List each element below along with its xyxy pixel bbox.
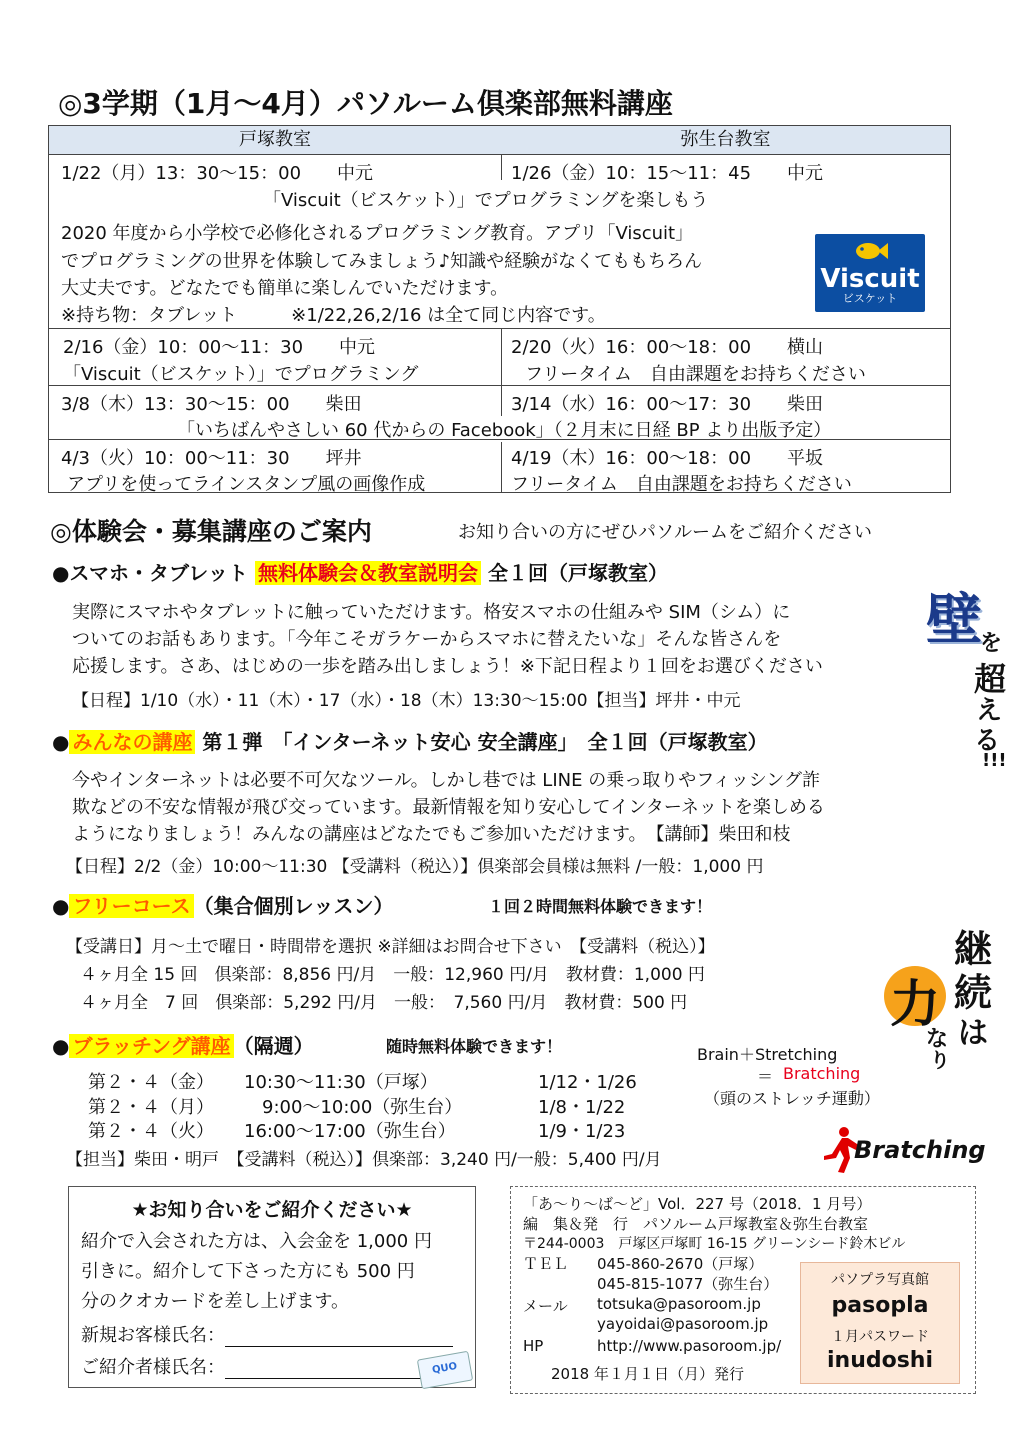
- course4-bullet: ●: [52, 1034, 70, 1058]
- wall-char-3: 超: [974, 660, 1007, 698]
- course1-highlight: 無料体験会＆教室説明会: [255, 561, 481, 585]
- wall-char: 壁: [926, 588, 982, 653]
- course3-note: １回２時間無料体験できます！: [488, 897, 713, 916]
- new-customer-label: 新規お客様氏名：: [81, 1325, 225, 1346]
- course2-body-3: ようになりましょう！みんなの講座はどなたでもご参加いただけます。 【講師】柴田和枝: [72, 824, 791, 845]
- pw-label: １月パスワード: [831, 1329, 929, 1345]
- quo-card-text: QUO: [431, 1360, 459, 1377]
- viscuit-logo-text: Viscuit: [820, 264, 920, 294]
- course3-line1: 【受講日】月～土で曜日・時間帯を選択 ※詳細はお問合せ下さい 【受講料（税込）】: [66, 937, 715, 957]
- course4-row2-day: 第２・４（月）: [88, 1097, 214, 1118]
- keizoku-char-6: り: [930, 1048, 950, 1072]
- row4-left-title: アプリを使ってラインスタンプ風の画像作成: [67, 474, 426, 495]
- row1-desc-1: 2020 年度から小学校で必修化されるプログラミング教育。アプリ「Viscuit」: [61, 223, 694, 244]
- viscuit-logo-sub: ビスケット: [842, 292, 898, 305]
- tel-yayoidai: 045-815-1077（弥生台）: [597, 1275, 779, 1293]
- mail-totsuka-link[interactable]: totsuka@pasoroom.jp: [597, 1295, 761, 1313]
- row4-right-time: 4/19（木）16：00～18：00 平坂: [511, 448, 824, 469]
- course3-line3: ４ヶ月全 7 回 倶楽部：5,292 円/月 一般： 7,560 円/月 教材費：500 円: [80, 993, 688, 1013]
- referral-line-3: 分のクオカードを差し上げます。: [81, 1291, 350, 1312]
- row3-title: 「いちばんやさしい 60 代からの Facebook」（２月末に日経 BP より出版予定）: [175, 416, 833, 442]
- course1-body-2: ついてのお話もあります。「今年こそガラケーからスマホに替えたいな」そんな皆さんを: [72, 629, 782, 650]
- course4-fee: 【担当】柴田・明戸 【受講料（税込）】倶楽部：3,240 円/一般：5,400 円/月: [66, 1150, 662, 1170]
- keizoku-char-4: 力: [890, 975, 940, 1033]
- course2-body-1: 今やインターネットは必要不可欠なツール。しかし巷では LINE の乗っ取りやフィッシング詐: [72, 770, 820, 791]
- course4-row1-dates: 1/12・1/26: [538, 1072, 637, 1093]
- course2-body-2: 欺などの不安な情報が飛び交っています。最新情報を知り安心してインターネットを楽しめる: [72, 797, 825, 818]
- referral-title: ★お知り合いをご紹介ください★: [131, 1199, 413, 1221]
- row1-desc-2: でプログラミングの世界を体験してみましょう♪知識や経験がなくてももちろん: [61, 251, 703, 272]
- course4-row3-day: 第２・４（火）: [88, 1121, 214, 1142]
- bratching-logo-text: Bratching: [854, 1136, 986, 1164]
- course4-highlight: ブラッチング講座: [69, 1034, 233, 1058]
- course4-row1-day: 第２・４（金）: [88, 1072, 214, 1093]
- course4-suffix: （隔週）: [233, 1034, 314, 1058]
- mail-yayoidai-link[interactable]: yayoidai@pasoroom.jp: [597, 1315, 769, 1333]
- publisher-address: 〒244-0003 戸塚区戸塚町 16-15 グリーンシード鈴木ビル: [523, 1236, 906, 1252]
- bratching-formula-eq: ＝: [757, 1067, 774, 1086]
- fish-icon: [850, 240, 890, 262]
- wall-char-4: え: [976, 696, 1003, 726]
- pw-title: パソプラ写真館: [831, 1272, 929, 1288]
- password-box: [800, 1262, 960, 1384]
- row2-left-title: 「Viscuit（ビスケット）」でプログラミング: [63, 364, 419, 385]
- keizoku-char-1: 継: [954, 927, 993, 971]
- referrer-name-field[interactable]: [81, 1353, 453, 1379]
- col-header-totsuka: 戸塚教室: [49, 126, 502, 155]
- course4-note: 随時無料体験できます！: [386, 1037, 563, 1056]
- homepage-link[interactable]: http://www.pasoroom.jp/: [597, 1337, 782, 1355]
- bratching-formula-2: Bratching: [783, 1064, 861, 1083]
- course4-row3-time: 16:00～17:00（弥生台）: [244, 1121, 456, 1142]
- section2-title: ◎体験会・募集講座のご案内: [50, 517, 372, 546]
- course1-schedule: 【日程】1/10（水）・11（木）・17（水）・18（木）13:30～15:00【担当】坪井・中元: [72, 691, 741, 711]
- course2-schedule: 【日程】2/2（金）10:00～11:30 【受講料（税込）】倶楽部会員様は無料 /一般：1,000 円: [66, 857, 764, 877]
- row4-right-title: フリータイム 自由課題をお持ちください: [511, 474, 852, 495]
- pw-value: inudoshi: [826, 1348, 934, 1373]
- course2-highlight: みんなの講座: [69, 730, 195, 754]
- publisher-issue: 「あ～り～ば～ど」Vol．227 号（2018．1 月号）: [523, 1195, 872, 1213]
- pw-site-name: pasopla: [831, 1293, 929, 1318]
- course1-prefix: ●スマホ・タブレット: [52, 561, 249, 585]
- row1-left-time: 1/22（月）13：30～15：00 中元: [61, 163, 374, 184]
- bratching-formula-1: Brain＋Stretching: [697, 1045, 838, 1064]
- publisher-editor: 編 集＆発 行 パソルーム戸塚教室＆弥生台教室: [523, 1215, 869, 1233]
- keizoku-slogan-art: [880, 918, 1010, 1072]
- course1-body-3: 応援します。さあ、はじめの一歩を踏み出しましょう！※下記日程より１回をお選びください: [72, 656, 823, 677]
- referrer-label: ご紹介者様氏名：: [81, 1357, 225, 1378]
- course3-heading: [52, 890, 393, 919]
- wall-slogan-art: [922, 574, 1012, 774]
- tel-totsuka: 045-860-2670（戸塚）: [597, 1255, 764, 1273]
- row1-desc-3: 大丈夫です。どなたでも簡単に楽しんでいただけます。: [61, 278, 509, 299]
- course2-suffix: 第１弾 「インターネット安心 安全講座」 全１回（戸塚教室）: [202, 730, 768, 754]
- course2-heading: [52, 726, 768, 755]
- course1-heading: [52, 557, 668, 586]
- hp-label: HP: [523, 1337, 544, 1355]
- course4-row2-dates: 1/8・1/22: [538, 1097, 626, 1118]
- row1-desc-4: ※持ち物：タブレット ※1/22,26,2/16 は全て同じ内容です。: [61, 305, 606, 326]
- row2-right-title: フリータイム 自由課題をお持ちください: [525, 364, 866, 385]
- course4-row3-dates: 1/9・1/23: [538, 1121, 626, 1142]
- bratching-logo: [822, 1126, 986, 1176]
- course4-row2-time: 9:00～10:00（弥生台）: [244, 1097, 463, 1118]
- keizoku-char-3: は: [958, 1016, 988, 1051]
- referral-box: [68, 1186, 476, 1388]
- course3-highlight: フリーコース: [69, 894, 193, 918]
- wall-char-6: !!!: [982, 750, 1007, 771]
- row1-right-time: 1/26（金）10：15～11：45 中元: [511, 163, 824, 184]
- section2-subtitle: お知り合いの方にぜひパソルームをご紹介ください: [458, 522, 872, 543]
- referral-line-1: 紹介で入会された方は、入会金を 1,000 円: [81, 1231, 432, 1252]
- row4-left-time: 4/3（火）10：00～11：30 坪井: [61, 448, 362, 469]
- course1-suffix: 全１回（戸塚教室）: [488, 561, 668, 585]
- wall-char-2: を: [980, 631, 1003, 656]
- course3-suffix: （集合個別レッスン）: [193, 894, 394, 918]
- viscuit-logo: [815, 234, 925, 312]
- mail-label: メール: [523, 1297, 568, 1315]
- col-header-yayoidai: 弥生台教室: [501, 126, 950, 155]
- tel-label: ＴＥＬ: [523, 1255, 569, 1273]
- course3-bullet: ●: [52, 894, 70, 918]
- referral-line-2: 引きに。紹介して下さった方にも 500 円: [81, 1261, 415, 1282]
- new-customer-name-field[interactable]: [81, 1321, 453, 1347]
- row2-left-time: 2/16（金）10：00～11：30 中元: [63, 337, 376, 358]
- keizoku-char-5: な: [926, 1027, 949, 1052]
- bratching-formula-3: （頭のストレッチ運動）: [704, 1089, 880, 1108]
- row2-right-time: 2/20（火）16：00～18：00 横山: [511, 337, 824, 358]
- keizoku-char-2: 続: [954, 971, 993, 1015]
- section1-title: ◎3学期（1月～4月）パソルーム倶楽部無料講座: [58, 87, 673, 120]
- publish-date: 2018 年１月１日（月）発行: [551, 1365, 744, 1383]
- wall-char-5: る: [974, 726, 1001, 756]
- row3-right-time: 3/14（水）16：00～17：30 柴田: [511, 394, 824, 415]
- course1-body-1: 実際にスマホやタブレットに触っていただけます。格安スマホの仕組みや SIM（シム）に: [72, 602, 791, 623]
- course4-row1-time: 10:30～11:30（戸塚）: [244, 1072, 438, 1093]
- course2-bullet: ●: [52, 730, 70, 754]
- row3-left-time: 3/8（木）13：30～15：00 柴田: [61, 394, 362, 415]
- course4-heading: [52, 1030, 314, 1059]
- row1-title: 「Viscuit（ビスケット）」でプログラミングを楽しもう: [263, 190, 709, 211]
- course3-line2: ４ヶ月全 15 回 倶楽部：8,856 円/月 一般：12,960 円/月 教材費：1,000 円: [80, 965, 705, 985]
